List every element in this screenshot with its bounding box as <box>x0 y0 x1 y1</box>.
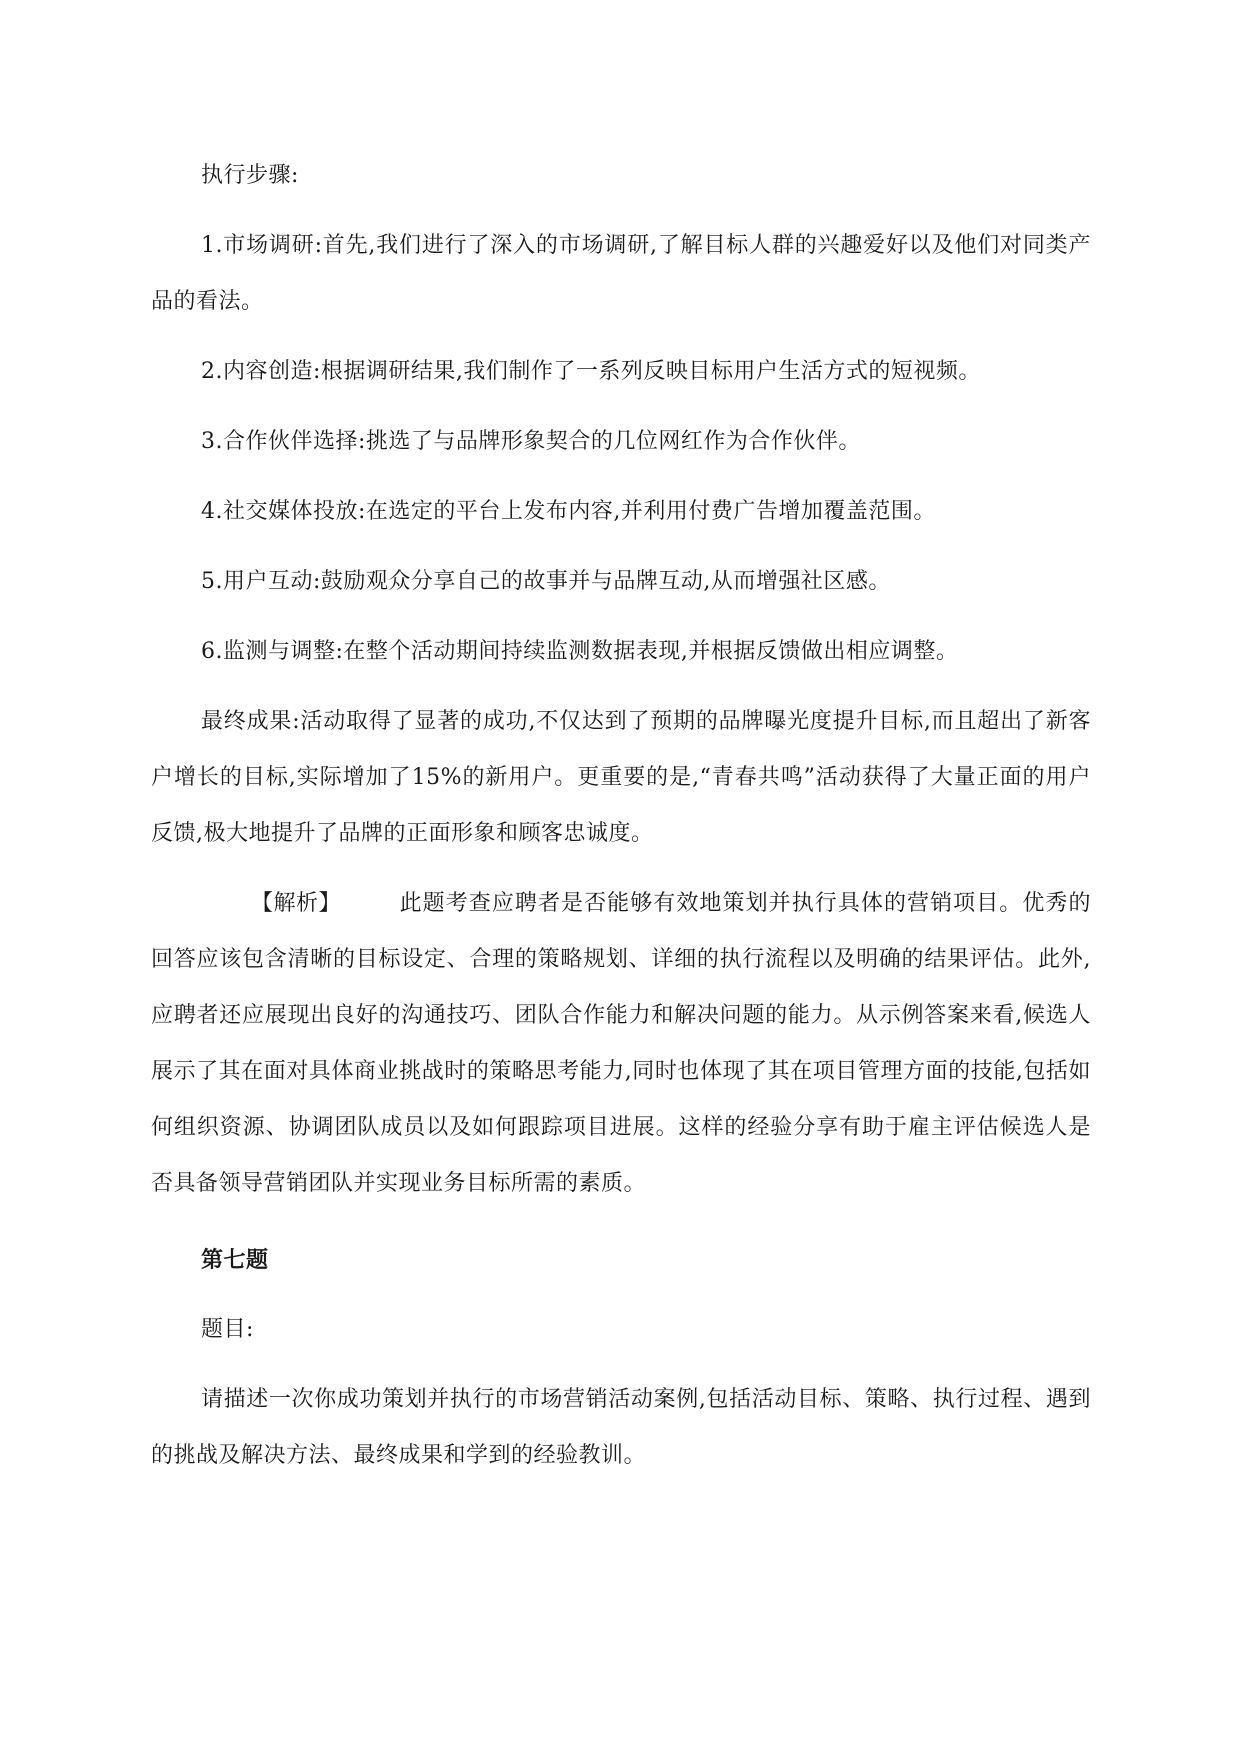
final-result: 最终成果:活动取得了显著的成功,不仅达到了预期的品牌曝光度提升目标,而且超出了新客户增长的目标,实际增加了15%的新用户。更重要的是,“青春共鸣”活动获得了大量正面的用户反馈,极大地提升了品牌的正面形象和顾客忠诚度。 <box>151 709 1091 846</box>
step-6: 6.监测与调整:在整个活动期间持续监测数据表现,并根据反馈做出相应调整。 <box>201 639 959 664</box>
steps-heading: 执行步骤: <box>201 163 299 188</box>
step-1: 1.市场调研:首先,我们进行了深入的市场调研,了解目标人群的兴趣爱好以及他们对同类产品的看法。 <box>151 233 1091 314</box>
document-body <box>151 148 1091 1484</box>
section-title: 第七题 <box>201 1247 269 1273</box>
analysis-paragraph <box>151 876 1091 1212</box>
step-3: 3.合作伙伴选择:挑选了与品牌形象契合的几位网红作为合作伙伴。 <box>201 429 861 454</box>
question-text: 请描述一次你成功策划并执行的市场营销活动案例,包括活动目标、策略、执行过程、遇到的挑战及解决方法、最终成果和学到的经验教训。 <box>151 1387 1091 1468</box>
question-label: 题目: <box>201 1317 254 1342</box>
analysis-tag: 【解析】 <box>251 891 342 916</box>
step-4: 4.社交媒体投放:在选定的平台上发布内容,并利用付费广告增加覆盖范围。 <box>201 499 936 524</box>
analysis-text: 此题考查应聘者是否能够有效地策划并执行具体的营销项目。优秀的回答应该包含清晰的目标设定、合理的策略规划、详细的执行流程以及明确的结果评估。此外,应聘者还应展现出良好的沟通技巧、团队合作能力和解决问题的能力。从示例答案来看,候选人展示了其在面对具体商业挑战时的策略思考能力,同时也体现了其在项目管理方面的技能,包括如何组织资源、协调团队成员以及如何跟踪项目进展。这样的经验分享有助于雇主评估候选人是否具备领导营销团队并实现业务目标所需的素质。 <box>151 891 1091 1196</box>
step-2: 2.内容创造:根据调研结果,我们制作了一系列反映目标用户生活方式的短视频。 <box>201 359 981 384</box>
step-5: 5.用户互动:鼓励观众分享自己的故事并与品牌互动,从而增强社区感。 <box>201 569 891 594</box>
